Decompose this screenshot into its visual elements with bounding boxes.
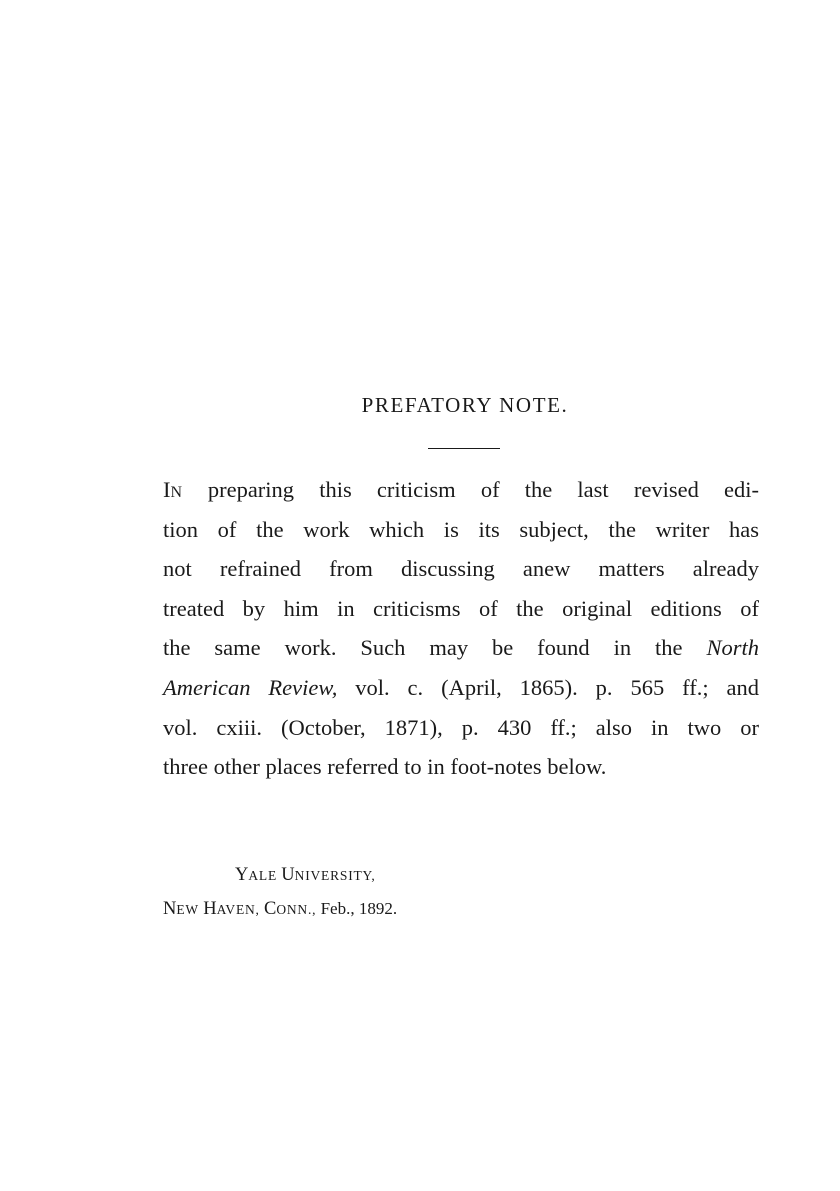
paragraph-line-8: three other places referred to in foot-notes below. [163,754,607,780]
prefatory-paragraph [163,470,759,787]
signature-block [163,858,663,926]
paragraph-line-2: tion of the work which is its subject, the writer has [163,516,759,542]
dropcap-small-caps: N [170,484,183,501]
signature-date: Feb., 1892. [320,899,398,918]
paragraph-line-6 [163,668,759,708]
italic-title-part-2: American Review, [163,674,338,700]
title-rule [428,448,500,449]
dropcap-initial: I [163,477,171,502]
line-5-text: the same work. Such may be found in the [163,635,707,661]
signature-place-date: NEW HAVEN, CONN., Feb., 1892. [163,899,398,919]
line-6-text: vol. c. (April, 1865). p. 565 ff.; and [337,674,760,700]
signature-institution: YALE UNIVERSITY, [235,865,376,885]
paragraph-line-1 [163,470,759,510]
paragraph-line-4: treated by him in criticisms of the original editions of [163,595,759,621]
paragraph-line-3: not refrained from discussing anew matters already [163,556,759,582]
paragraph-line-5 [163,628,759,668]
italic-title-part-1: North [706,635,759,661]
paragraph-line-7: vol. cxiii. (October, 1871), p. 430 ff.; also in two or [163,714,759,740]
line-1-text: preparing this criticism of the last revised edi- [182,477,759,502]
page-title: PREFATORY NOTE. [361,393,569,417]
